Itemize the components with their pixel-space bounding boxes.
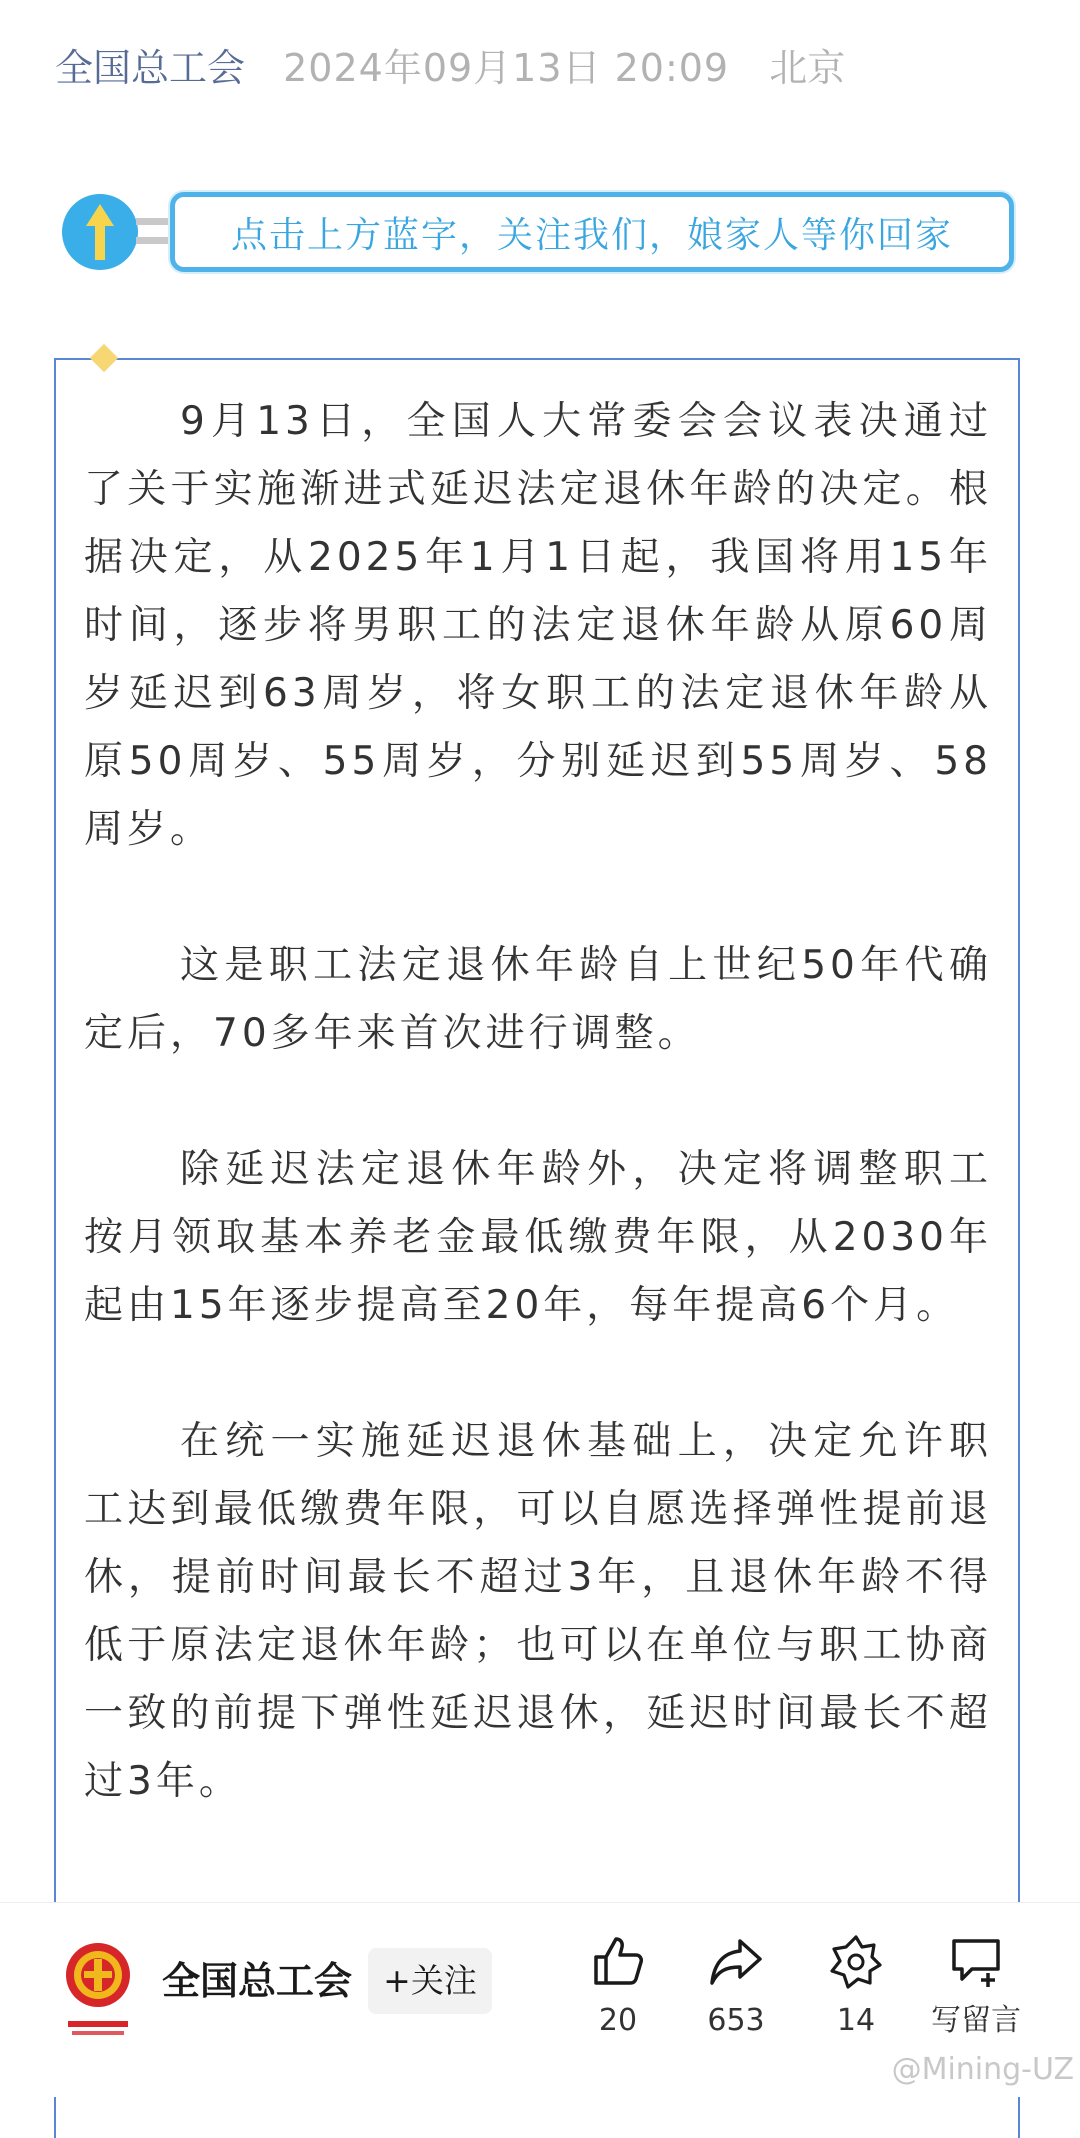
- wow-icon: [828, 1933, 884, 1989]
- publish-date: 2024年09月13日 20:09: [283, 46, 730, 90]
- banner-text: 点击上方蓝字，关注我们，娘家人等你回家: [230, 214, 953, 256]
- account-name[interactable]: 全国总工会: [162, 1959, 353, 2003]
- article-paragraph: 除延迟法定退休年龄外，决定将调整职工按月领取基本养老金最低缴费年限，从2030年起由15年逐步提高至20年，每年提高6个月。: [84, 1147, 992, 1328]
- article-body: [84, 388, 992, 1884]
- union-logo-icon[interactable]: [62, 1941, 134, 2041]
- banner-box: [170, 192, 1014, 272]
- share-count: 653: [707, 2003, 765, 2038]
- source-account-link[interactable]: 全国总工会: [55, 46, 246, 90]
- arrow-up-icon: [62, 194, 138, 270]
- like-button[interactable]: [558, 1933, 678, 2073]
- diamond-ornament-icon: [90, 344, 118, 372]
- thumbs-up-icon: [590, 1933, 646, 1989]
- article-paragraph: 9月13日，全国人大常委会会议表决通过了关于实施渐进式延迟法定退休年龄的决定。根据决定，从2025年1月1日起，我国将用15年时间，逐步将男职工的法定退休年龄从原60周岁延迟到63周岁，将女职工的法定退休年龄从原50周岁、55周岁，分别延迟到55周岁、58周岁。: [84, 399, 992, 852]
- share-icon: [708, 1933, 764, 1989]
- like-count: 20: [598, 2003, 638, 2038]
- article-paragraph: 在统一实施延迟退休基础上，决定允许职工达到最低缴费年限，可以自愿选择弹性提前退休，提前时间最长不超过3年，且退休年龄不得低于原法定退休年龄；也可以在单位与职工协商一致的前提下弹性延迟退休，延迟时间最长不超过3年。: [84, 1419, 992, 1804]
- publish-location: 北京: [769, 46, 846, 90]
- watermark: @Mining-UZ: [891, 2052, 1074, 2087]
- follow-banner: [62, 190, 1010, 272]
- comment-icon: [948, 1933, 1004, 1989]
- comment-label: 写留言: [931, 2003, 1021, 2038]
- follow-button[interactable]: +关注: [368, 1948, 492, 2014]
- article-meta: [55, 40, 845, 96]
- wow-count: 14: [836, 2003, 876, 2038]
- article-paragraph: 这是职工法定退休年龄自上世纪50年代确定后，70多年来首次进行调整。: [84, 943, 992, 1056]
- share-button[interactable]: [676, 1933, 796, 2073]
